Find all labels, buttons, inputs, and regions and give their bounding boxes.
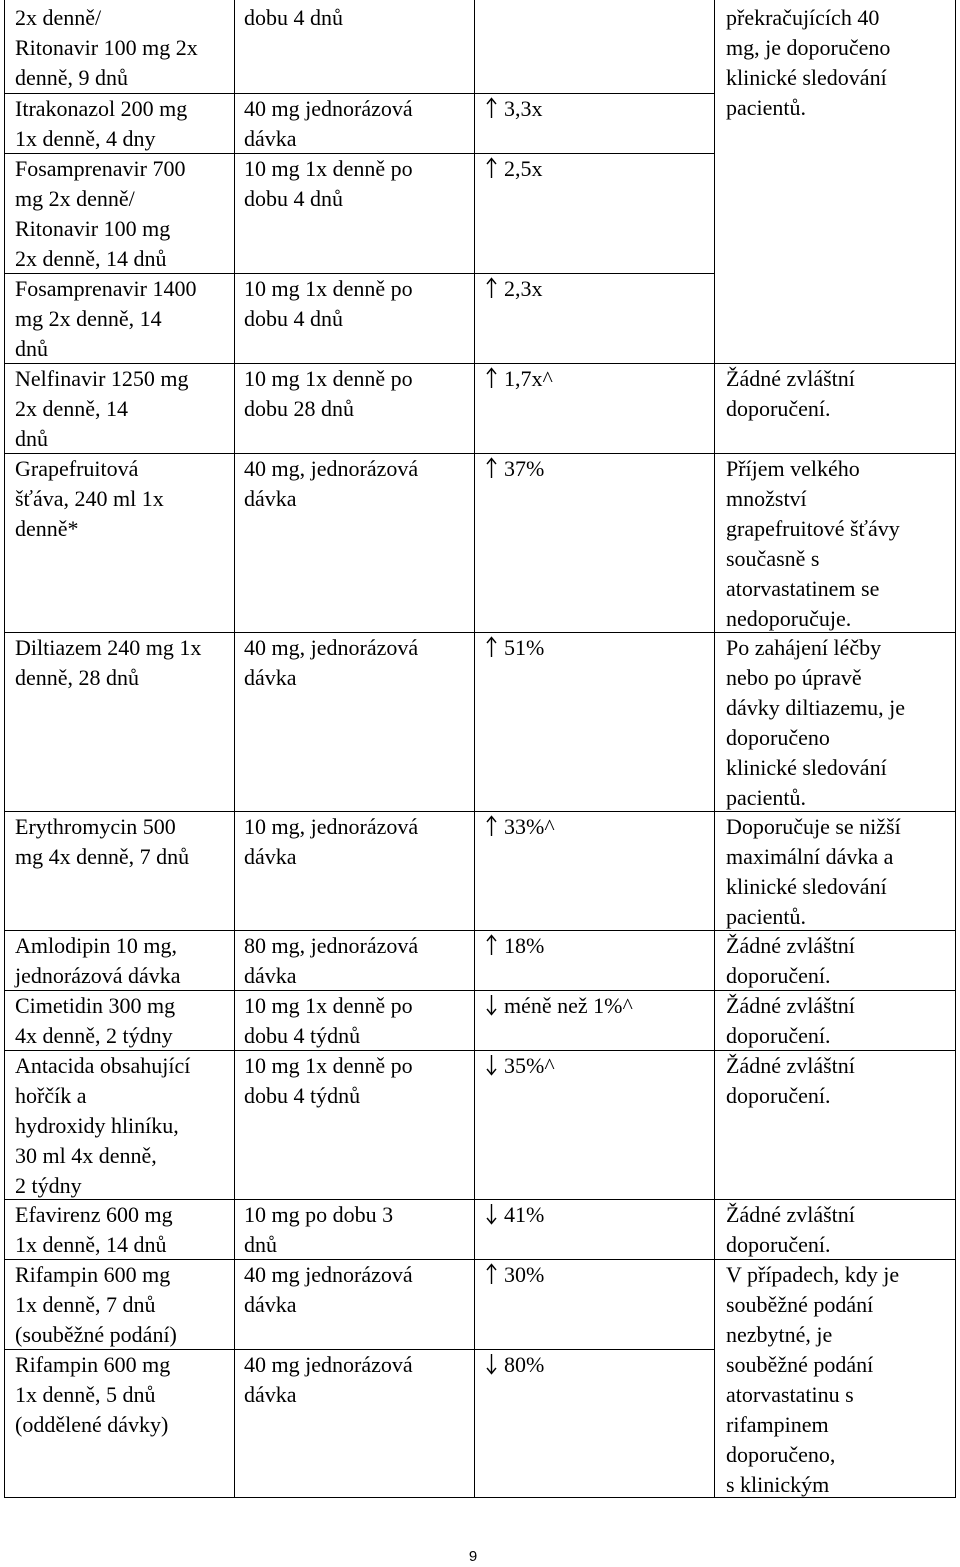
recommendation-cell: Doporučuje se nižší maximální dávka a klinické sledování pacientů. (726, 814, 901, 929)
arrow-down-icon (486, 1353, 497, 1375)
recommendation-cell: Příjem velkého množství grapefruitové šťávy současně s atorvastatinem se nedoporučuje. (726, 456, 900, 631)
drug-cell: Fosamprenavir 700 mg 2x denně/ Ritonavir 100 mg 2x denně, 14 dnů (15, 156, 186, 271)
change-value: 51% (504, 635, 545, 660)
arrow-up-icon (486, 277, 497, 299)
change-cell (486, 931, 544, 961)
dose-cell: 80 mg, jednorázová dávka (244, 933, 419, 988)
recommendation-cell: překračujících 40 mg, je doporučeno klinické sledování pacientů. (726, 5, 891, 120)
drug-cell: Itrakonazol 200 mg 1x denně, 4 dny (15, 96, 188, 151)
change-value: 18% (504, 933, 545, 958)
arrow-up-icon (486, 815, 497, 837)
change-value: 80% (504, 1352, 545, 1377)
change-cell (486, 274, 543, 304)
drug-cell: Nelfinavir 1250 mg 2x denně, 14 dnů (15, 366, 189, 451)
dose-cell: 10 mg 1x denně po dobu 4 týdnů (244, 993, 413, 1048)
change-value: 3,3x (504, 96, 543, 121)
change-value: 33%^ (504, 814, 555, 839)
drug-cell: Diltiazem 240 mg 1x denně, 28 dnů (15, 635, 202, 690)
drug-cell: Rifampin 600 mg 1x denně, 5 dnů (oddělené dávky) (15, 1352, 171, 1437)
arrow-down-icon (486, 1203, 497, 1225)
change-value: 2,5x (504, 156, 543, 181)
change-value: 37% (504, 456, 545, 481)
dose-cell: 10 mg 1x denně po dobu 4 dnů (244, 156, 413, 211)
change-value: 41% (504, 1202, 545, 1227)
dose-cell: 40 mg jednorázová dávka (244, 1262, 413, 1317)
arrow-up-icon (486, 367, 497, 389)
change-cell (486, 1051, 555, 1081)
drug-cell: 2x denně/ Ritonavir 100 mg 2x denně, 9 dnů (15, 5, 198, 90)
drug-cell: Erythromycin 500 mg 4x denně, 7 dnů (15, 814, 190, 869)
change-value: méně než 1%^ (504, 993, 633, 1018)
drug-cell: Grapefruitová šťáva, 240 ml 1x denně* (15, 456, 164, 541)
dose-cell: 40 mg, jednorázová dávka (244, 635, 419, 690)
dose-cell: 10 mg 1x denně po dobu 28 dnů (244, 366, 413, 421)
change-cell (486, 364, 553, 394)
drug-cell: Antacida obsahující hořčík a hydroxidy hliníku, 30 ml 4x denně, 2 týdny (15, 1053, 191, 1198)
dose-cell: 10 mg 1x denně po dobu 4 dnů (244, 276, 413, 331)
drug-cell: Cimetidin 300 mg 4x denně, 2 týdny (15, 993, 176, 1048)
dose-cell: 10 mg po dobu 3 dnů (244, 1202, 394, 1257)
change-cell (486, 94, 543, 124)
change-cell (486, 991, 633, 1021)
drug-cell: Efavirenz 600 mg 1x denně, 14 dnů (15, 1202, 173, 1257)
dose-cell: 40 mg jednorázová dávka (244, 1352, 413, 1407)
arrow-up-icon (486, 934, 497, 956)
arrow-up-icon (486, 157, 497, 179)
dose-cell: dobu 4 dnů (244, 5, 343, 30)
arrow-up-icon (486, 1263, 497, 1285)
dose-cell: 10 mg, jednorázová dávka (244, 814, 419, 869)
change-value: 1,7x^ (504, 366, 553, 391)
page-number: 9 (468, 1548, 478, 1565)
change-cell (486, 1350, 544, 1380)
arrow-down-icon (486, 994, 497, 1016)
change-cell (486, 154, 543, 184)
arrow-up-icon (486, 457, 497, 479)
change-value: 2,3x (504, 276, 543, 301)
recommendation-cell: Žádné zvláštní doporučení. (726, 366, 855, 421)
arrow-up-icon (486, 636, 497, 658)
dose-cell: 40 mg jednorázová dávka (244, 96, 413, 151)
recommendation-cell: Žádné zvláštní doporučení. (726, 1202, 855, 1257)
recommendation-cell: Po zahájení léčby nebo po úpravě dávky diltiazemu, je doporučeno klinické sledování pacientů. (726, 635, 905, 810)
change-value: 30% (504, 1262, 545, 1287)
recommendation-cell: Žádné zvláštní doporučení. (726, 1053, 855, 1108)
change-cell (486, 1200, 544, 1230)
arrow-up-icon (486, 97, 497, 119)
drug-cell: Rifampin 600 mg 1x denně, 7 dnů (souběžné podání) (15, 1262, 177, 1347)
recommendation-cell: V případech, kdy je souběžné podání nezbytné, je souběžné podání atorvastatinu s rifampinem doporučeno, s klinickým (726, 1262, 900, 1497)
change-cell (486, 454, 544, 484)
recommendation-cell: Žádné zvláštní doporučení. (726, 993, 855, 1048)
change-cell (486, 1260, 544, 1290)
change-cell (486, 812, 555, 842)
arrow-down-icon (486, 1054, 497, 1076)
drug-cell: Amlodipin 10 mg, jednorázová dávka (15, 933, 181, 988)
change-value: 35%^ (504, 1053, 555, 1078)
change-cell (486, 633, 544, 663)
dose-cell: 40 mg, jednorázová dávka (244, 456, 419, 511)
drug-cell: Fosamprenavir 1400 mg 2x denně, 14 dnů (15, 276, 197, 361)
dose-cell: 10 mg 1x denně po dobu 4 týdnů (244, 1053, 413, 1108)
recommendation-cell: Žádné zvláštní doporučení. (726, 933, 855, 988)
